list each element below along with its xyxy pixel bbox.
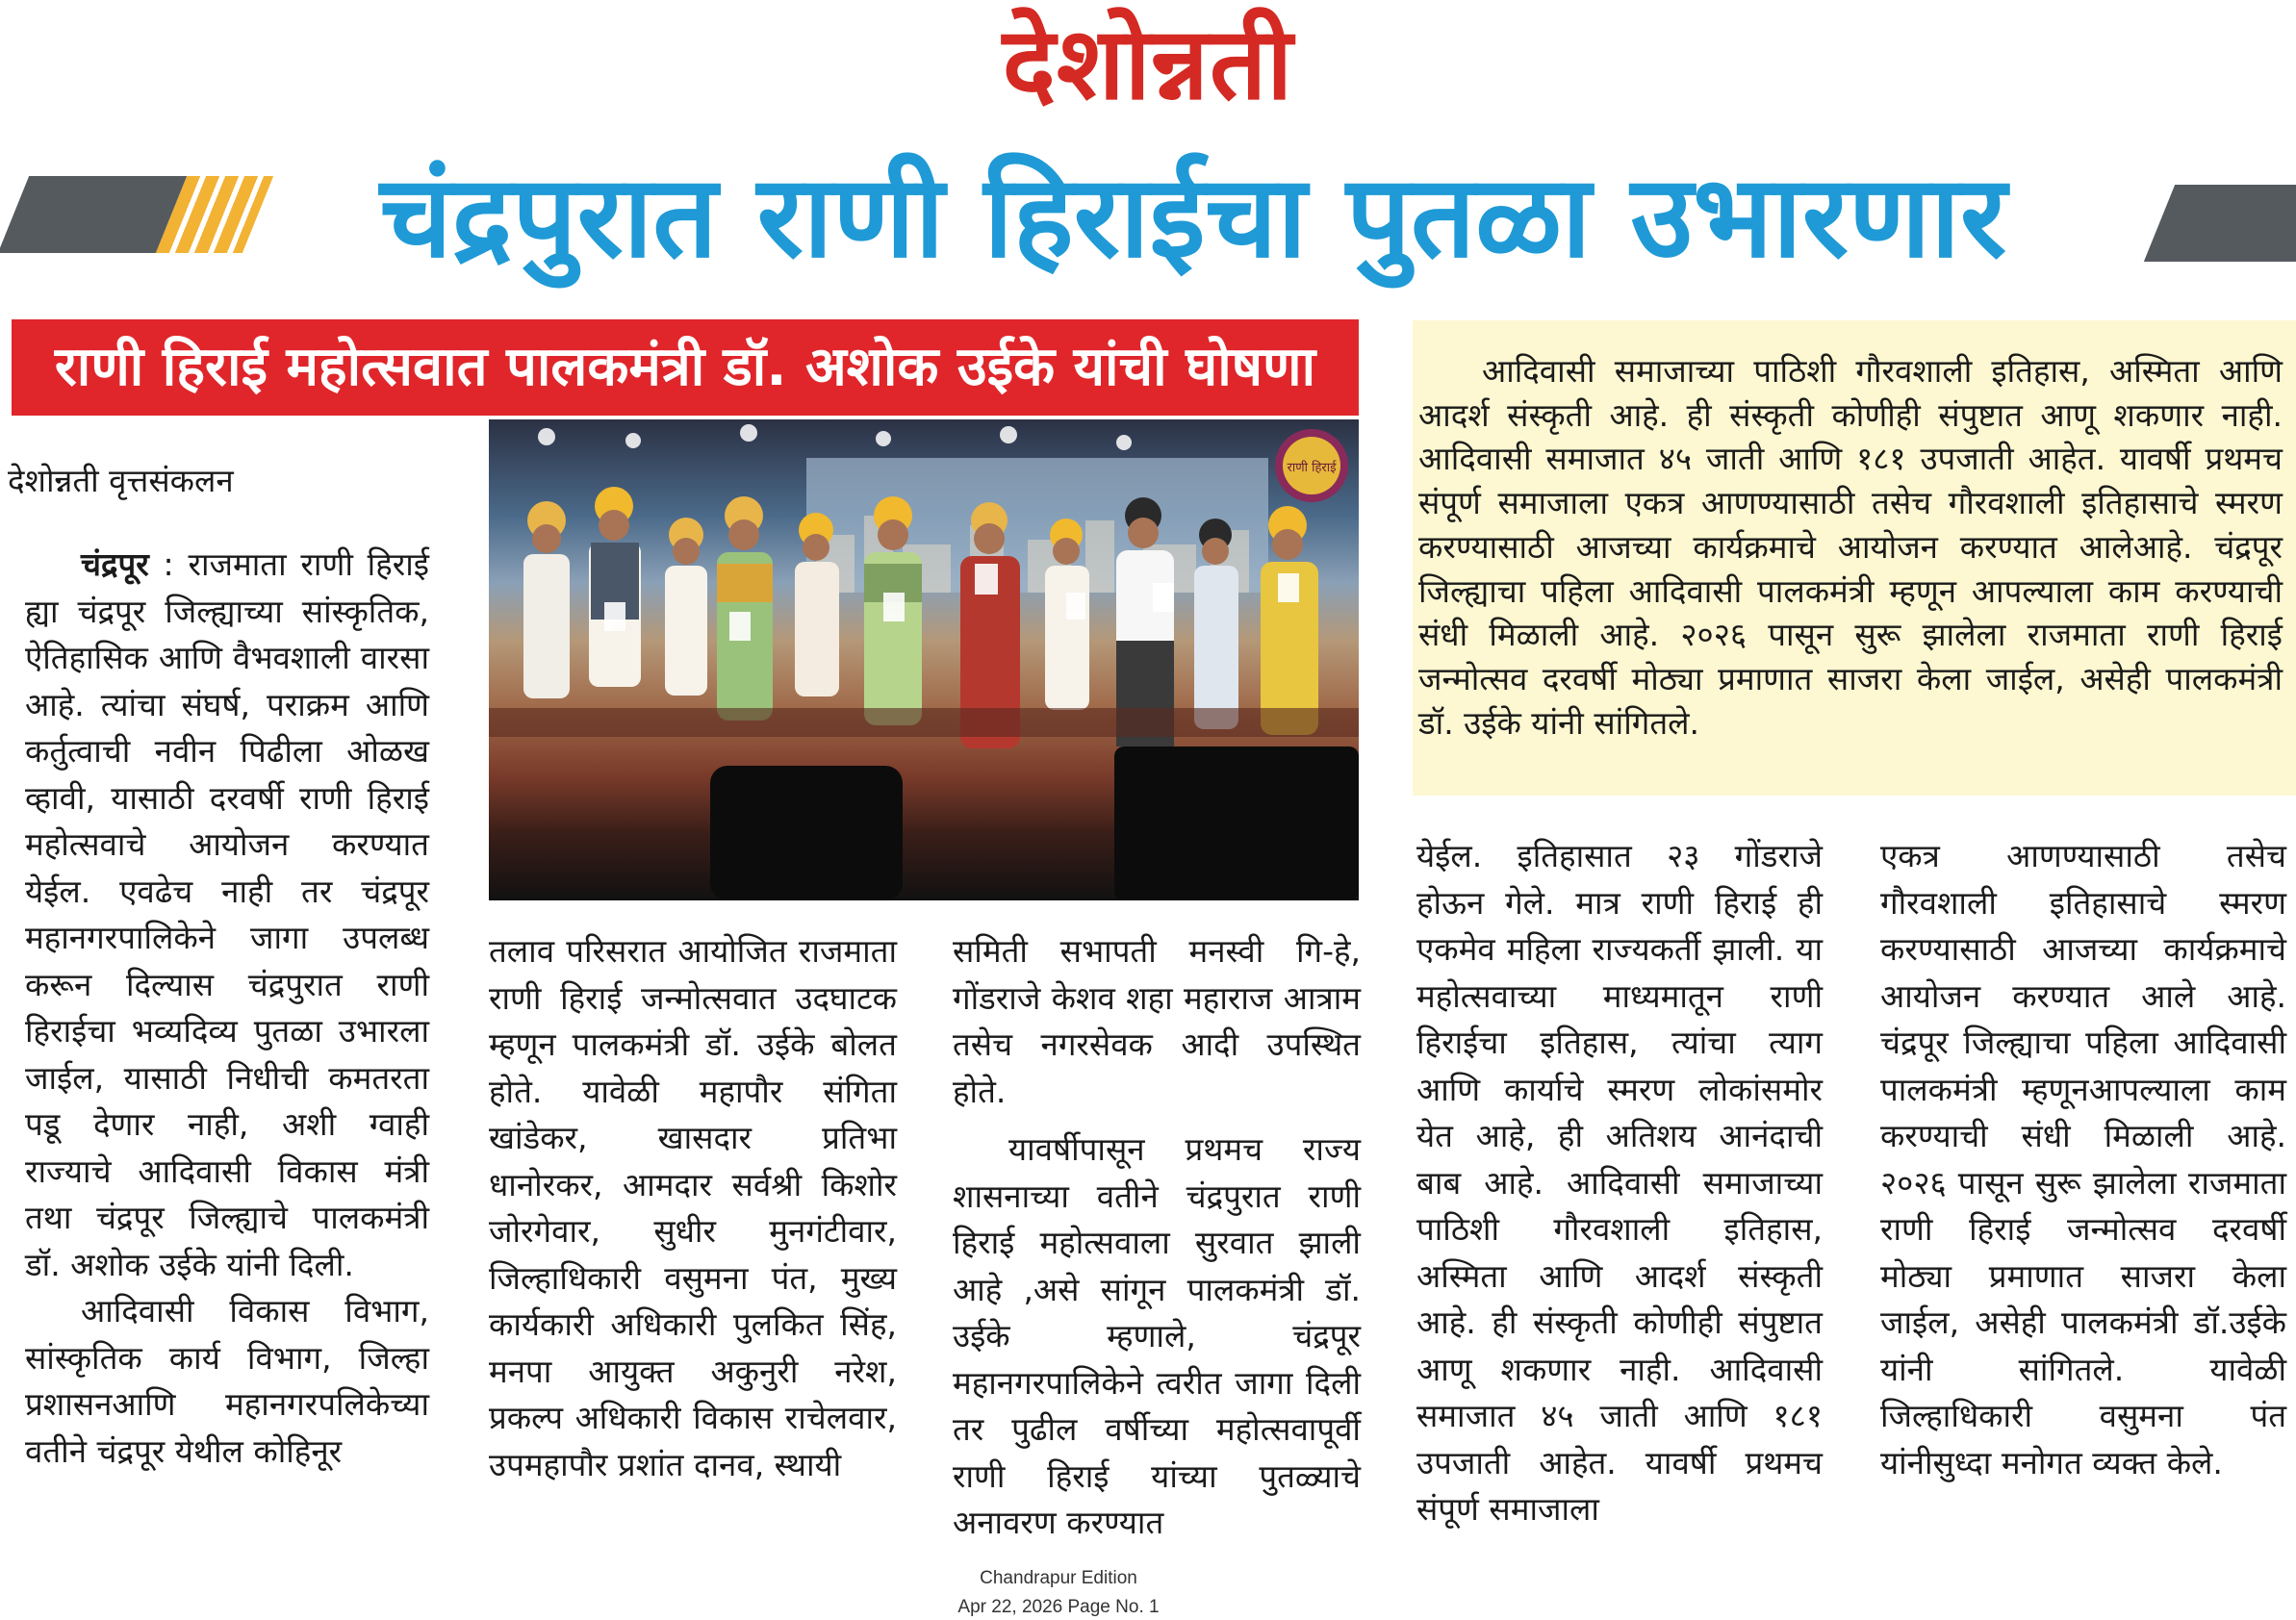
article-paragraph: एकत्र आणण्यासाठी तसेच गौरवशाली इतिहासाचे स्मरण करण्यासाठी आजच्या कार्यक्रमाचे आयोजन करण्यात आले आहे. चंद्रपूर जिल्ह्याचा पहिला आदिवासी पालकमंत्री म्हणूनआपल्याला काम करण्याची संधी मिळाली आहे. २०२६ पासून सुरू झालेला राजमाता राणी हिराई जन्मोत्सव दरवर्षी मोठ्या प्रमाणात साजरा केला जाईल, असेही पालकमंत्री डॉ.उईके यांनी सांगितले. यावेळी जिल्हाधिकारी वसुमना पंत यांनीसुध्दा मनोगत व्यक्त केले. [1880, 837, 2286, 1481]
article-paragraph: समिती सभापती मनस्वी गि-हे, गोंडराजे केशव शहा महाराज आत्राम तसेच नगरसेवक आदी उपस्थित होते. [953, 932, 1361, 1110]
byline: देशोन्नती वृत्तसंकलन [8, 462, 234, 499]
event-photo [489, 419, 1359, 900]
svg-text:राणी हिराई: राणी हिराई [1287, 461, 1337, 475]
article-paragraph: यावर्षीपासून प्रथमच राज्य शासनाच्या वतीने चंद्रपुरात राणी हिराई महोत्सवाला सुरवात झाली आहे ,असे सांगून पालकमंत्री डॉ. उईके म्हणाले, चंद्रपूर महानगरपालिकेने त्वरीत जागा दिली तर पुढील वर्षीच्या महोत्सवापूर्वी राणी हिराई यांच्या पुतळ्याचे अनावरण करण्यात [953, 1130, 1361, 1541]
badge [1275, 429, 1348, 502]
footer-date-page: Apr 22, 2026 Page No. 1 [957, 1597, 1160, 1617]
stage-speaker-right [1114, 747, 1359, 900]
footer-edition: Chandrapur Edition [980, 1568, 1137, 1588]
article-paragraph: येईल. इतिहासात २३ गोंडराजे होऊन गेले. मात्र राणी हिराई ही एकमेव महिला राज्यकर्ती झाली. या महोत्सवाच्या माध्यमातून राणी हिराईचा इतिहास, त्यांचा त्याग आणि कार्याचे स्मरण लोकांसमोर येत आहे, ही अतिशय आनंदाची बाब आहे. आदिवासी समाजाच्या पाठिशी गौरवशाली इतिहास, अस्मिता आणि आदर्श संस्कृती आहे. ही संस्कृती कोणीही संपुष्टात आणू शकणार नाही. आदिवासी समाजात ४५ जाती आणि १८१ उपजाती आहेत. यावर्षी प्रथमच संपूर्ण समाजाला [1416, 837, 1823, 1528]
article-column-5 [1880, 833, 2286, 1486]
article-column-2 [489, 928, 897, 1488]
subheadline-bar [12, 319, 1359, 416]
article-paragraph: चंद्रपूर : राजमाता राणी हिराई ह्या चंद्रपूर जिल्ह्याच्या सांस्कृतिक, ऐतिहासिक आणि वैभवशाली वारसा आहे. त्यांचा संघर्ष, पराक्रम आणि कर्तुत्वाची नवीन पिढीला ओळख व्हावी, यासाठी दरवर्षी राणी हिराई महोत्सवाचे आयोजन करण्यात येईल. एवढेच नाही तर चंद्रपूर महानगरपालिकेने जागा उपलब्ध करून दिल्यास चंद्रपुरात राणी हिराईचा भव्यदिव्य पुतळा उभारला जाईल, यासाठी निधीची कमतरता पडू देणार नाही, अशी ग्वाही राज्याचे आदिवासी विकास मंत्री तथा चंद्रपूर जिल्ह्याचे पालकमंत्री डॉ. अशोक उईके यांनी दिली. [25, 545, 429, 1283]
event-photo-illustration [489, 419, 1359, 900]
article-paragraph: तलाव परिसरात आयोजित राजमाता राणी हिराई जन्मोत्सवात उदघाटक म्हणून पालकमंत्री डॉ. उईके बोलत होते. यावेळी महापौर संगिता खांडेकर, खासदार प्रतिभा धानोरकर, आमदार सर्वश्री किशोर जोरगेवार, सुधीर मुनगंटीवार, जिल्हाधिकारी वसुमना पंत, मुख्य कार्यकारी अधिकारी पुलकित सिंह, मनपा आयुक्त अकुनुरी नरेश, प्रकल्प अधिकारी विकास राचेलवार, उपमहापौर प्रशांत दानव, स्थायी [489, 932, 897, 1483]
dateline: चंद्रपूर [81, 545, 149, 583]
callout-box [1413, 320, 2296, 796]
decorative-stripe-right [2144, 185, 2296, 262]
headline: चंद्रपुरात राणी हिराईचा पुतळा उभारणार [379, 150, 2007, 283]
subheadline: राणी हिराई महोत्सवात पालकमंत्री डॉ. अशोक उईके यांची घोषणा [54, 336, 1316, 398]
article-paragraph: आदिवासी विकास विभाग, सांस्कृतिक कार्य विभाग, जिल्हा प्रशासनआणि महानगरपलिकेच्या वतीने चंद्रपूर येथील कोहिनूर [25, 1292, 429, 1470]
article-column-3 [953, 928, 1361, 1547]
article-column-1 [25, 542, 429, 1475]
callout-text: आदिवासी समाजाच्या पाठिशी गौरवशाली इतिहास, अस्मिता आणि आदर्श संस्कृती आहे. ही संस्कृती कोणीही संपुष्टात आणू शकणार नाही. आदिवासी समाजात ४५ जाती आणि १८१ उपजाती आहेत. यावर्षी प्रथमच संपूर्ण समाजाला एकत्र आणण्यासाठी तसेच गौरवशाली इतिहासाचे स्मरण करण्यासाठी आजच्या कार्यक्रमाचे आयोजन करण्यात आलेआहे. चंद्रपूर जिल्ह्याचा पहिला आदिवासी पालकमंत्री म्हणून आपल्याला काम करण्याची संधी मिळाली आहे. २०२६ पासून सुरू झालेला राजमाता राणी हिराई जन्मोत्सव दरवर्षी मोठ्या प्रमाणात साजरा केला जाईल, असेही पालकमंत्री डॉ. उईके यांनी सांगितले. [1418, 352, 2283, 742]
masthead-logo: देशोन्नती [1002, 4, 1294, 122]
stage-speaker-left [710, 766, 903, 900]
article-column-4 [1416, 833, 1823, 1533]
